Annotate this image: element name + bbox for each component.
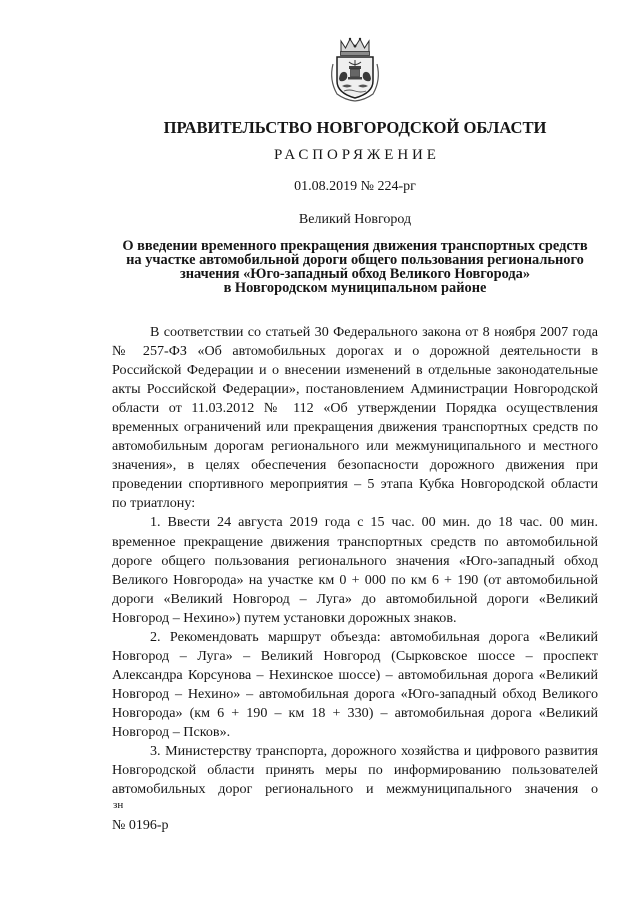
title-line: на участке автомобильной дороги общего пользования регионального: [126, 252, 584, 268]
footer-initials: зн: [113, 799, 124, 811]
body-line: дороги «Великий Новгород – Луга» до автомобильной дороги «Великий: [112, 590, 598, 607]
document-type: РАСПОРЯЖЕНИЕ: [274, 147, 440, 163]
coat-of-arms-icon: [327, 36, 383, 102]
paragraph-item-1: [112, 513, 598, 627]
body-line: Российской Федерации и о внесении изменений в отдельные законодательные: [112, 362, 598, 379]
document-place: Великий Новгород: [298, 212, 412, 227]
paragraph-preamble: [112, 323, 598, 513]
body-line: автомобильным дорогам регионального или межмуниципального и местного: [112, 438, 598, 455]
body-line: Новгород – Луга» – Великий Новгород (Сырковское шоссе – проспект: [112, 647, 598, 664]
paragraph-item-3: [112, 742, 598, 799]
body-line: В соответствии со статьей 30 Федерального закона от 8 ноября 2007 года: [150, 324, 598, 340]
body-line: Новгород – Псков».: [112, 723, 231, 740]
body-line: по триатлону:: [112, 495, 196, 512]
body-line: акты Российской Федерации», постановлением Администрации Новгородской: [112, 381, 598, 398]
body-line: автомобильных дорог регионального и межмуниципального значения о: [112, 781, 598, 798]
body-line: 2. Рекомендовать маршрут объезда: автомобильная дорога «Великий: [150, 628, 598, 645]
body-line: временное прекращение движения транспортных средств по автомобильной: [112, 533, 598, 550]
issuing-authority: ПРАВИТЕЛЬСТВО НОВГОРОДСКОЙ ОБЛАСТИ: [163, 118, 547, 137]
document-title: [112, 239, 598, 295]
paragraph-item-2: [112, 628, 598, 742]
document-date-number: 01.08.2019 № 224-рг: [294, 179, 416, 194]
body-line: Александра Корсунова – Нехинское шоссе) – автомобильная дорога «Великий: [112, 666, 598, 683]
body-line: области от 11.03.2012 № 112 «Об утверждении Порядка осуществления: [112, 400, 598, 417]
footer-registration-number: № 0196-р: [112, 818, 169, 833]
title-line: значения «Юго-западный обход Великого Новгорода»: [179, 266, 531, 282]
body-line: № 257-ФЗ «Об автомобильных дорогах и о дорожной деятельности в: [112, 343, 598, 360]
title-line: О введении временного прекращения движения транспортных средств: [122, 238, 588, 254]
body-line: Новгород – Нехино» – автомобильная дорога «Юго-западный обход Великого: [112, 685, 598, 702]
body-line: проведении спортивного мероприятия – 5 этапа Кубка Новгородской области: [112, 476, 598, 493]
title-line: в Новгородском муниципальном районе: [223, 280, 487, 296]
body-line: значения», в целях обеспечения безопасности дорожного движения при: [112, 457, 598, 474]
body-line: Новгорода» (км 6 + 190 – км 18 + 330) – автомобильная дорога «Великий: [112, 704, 598, 721]
body-line: Новгородской области принять меры по информированию пользователей: [112, 762, 598, 779]
body-line: 3. Министерству транспорта, дорожного хозяйства и цифрового развития: [150, 743, 598, 760]
body-line: Новгород – Нехино») путем установки дорожных знаков.: [112, 609, 457, 626]
body-line: Великого Новгорода» на участке км 0 + 000 по км 6 + 190 (от автомобильной: [112, 571, 598, 588]
body-line: временных ограничений или прекращения движения транспортных средств по: [112, 419, 598, 436]
document-body: [112, 323, 598, 799]
body-line: 1. Ввести 24 августа 2019 года с 15 час. 00 мин. до 18 час. 00 мин.: [150, 514, 598, 531]
body-line: дороге общего пользования регионального значения «Юго-западный обход: [112, 552, 598, 569]
